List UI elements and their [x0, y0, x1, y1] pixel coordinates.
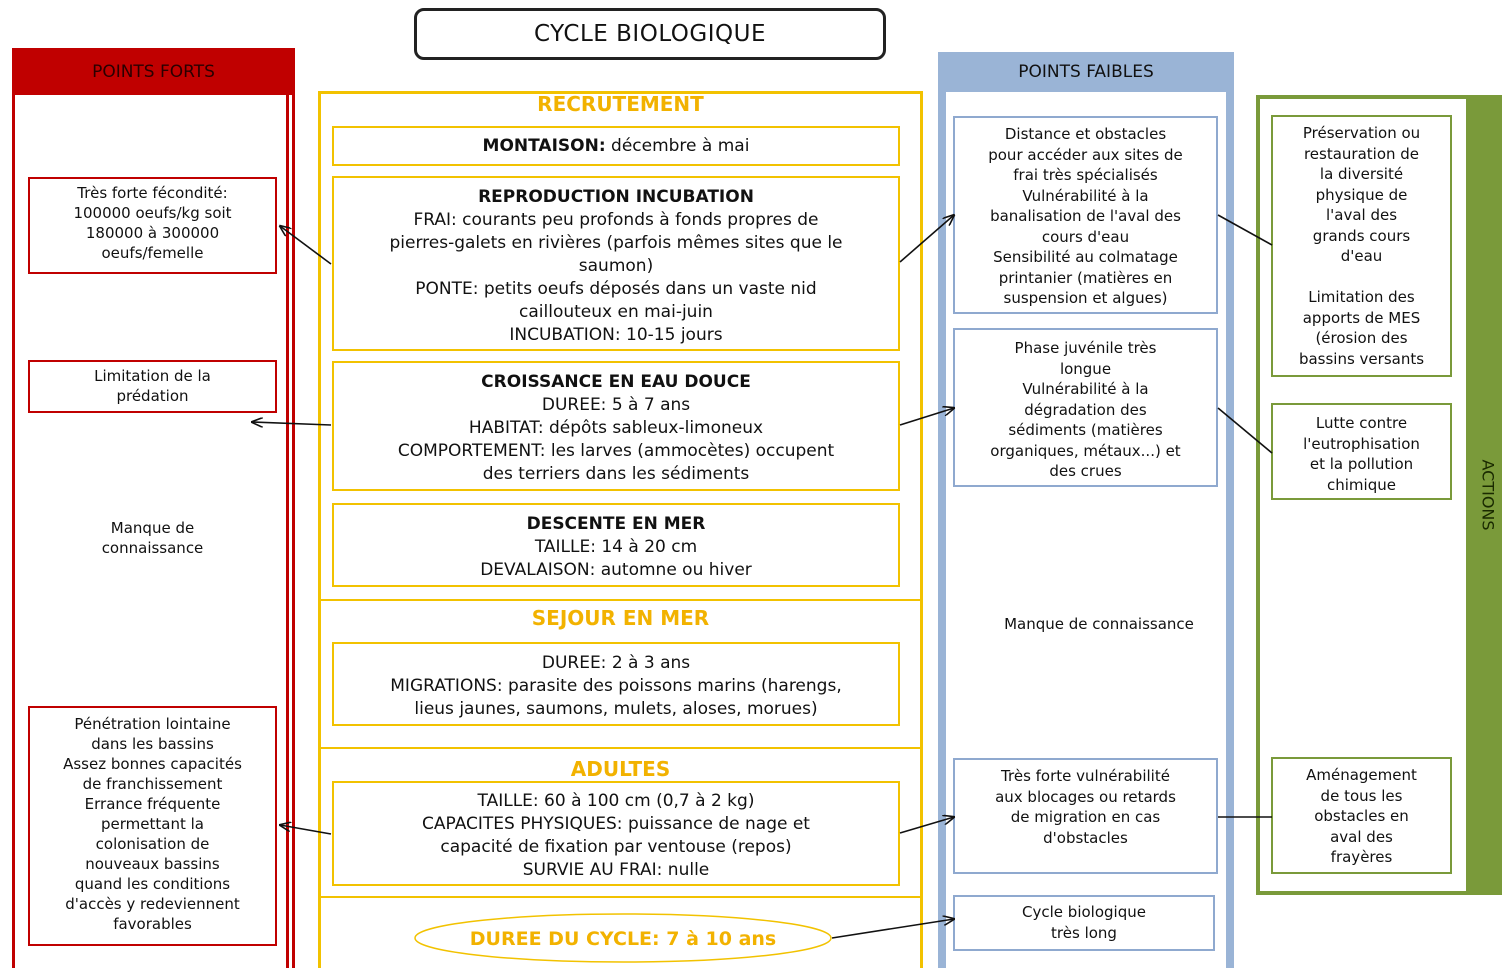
arrow-to-cycle-long	[832, 919, 954, 938]
descente-title: DESCENTE EN MER	[526, 514, 706, 534]
link-distance-preservation	[1218, 215, 1272, 245]
arrow-to-juvenile	[900, 408, 954, 425]
points-faibles-header: POINTS FAIBLES	[1018, 62, 1154, 82]
arrow-to-predation	[252, 422, 331, 425]
sejour-box: DUREE: 2 à 3 ans MIGRATIONS: parasite des poissons marins (harengs, lieus jaunes, saumons, mulets, aloses, morues)	[332, 642, 900, 726]
action-amenagement-box: Aménagement de tous les obstacles en aval des frayères	[1271, 757, 1452, 874]
croissance-title: CROISSANCE EN EAU DOUCE	[481, 372, 751, 392]
link-juvenile-eutrophisation	[1218, 408, 1272, 453]
faible-vulnerabilite-box: Très forte vulnérabilité aux blocages ou retards de migration en cas d'obstacles	[953, 758, 1218, 874]
phase-recrutement: RECRUTEMENT	[537, 92, 704, 116]
faible-manque-connaissance: Manque de connaissance	[1004, 615, 1194, 633]
phase-adultes: ADULTES	[570, 757, 671, 781]
arrow-to-vulnerabilite	[900, 817, 954, 833]
reproduction-text: FRAI: courants peu profonds à fonds propres de pierres-galets en rivières (parfois mêmes sites que le saumon) PONTE: petits oeufs déposés dans un vaste nid caillouteux en mai-juin INCUBATION: 10-15 jours	[389, 210, 843, 345]
diagram-title: CYCLE BIOLOGIQUE	[414, 8, 886, 60]
actions-label-text: ACTIONS	[1478, 459, 1498, 531]
montaison-text: décembre à mai	[605, 136, 750, 156]
fort-fecondite-box: Très forte fécondité: 100000 oeufs/kg soit 180000 à 300000 oeufs/femelle	[28, 177, 277, 274]
descente-text: TAILLE: 14 à 20 cm DEVALAISON: automne ou hiver	[480, 537, 752, 580]
faible-distance-box: Distance et obstacles pour accéder aux sites de frai très spécialisés Vulnérabilité à la banalisation de l'aval des cours d'eau Sensibilité au colmatage printanier (matières en suspension et algues)	[953, 116, 1218, 314]
fort-manque-connaissance: Manque de connaissance	[101, 519, 204, 557]
arrow-to-distance	[900, 215, 954, 262]
faible-juvenile-box: Phase juvénile très longue Vulnérabilité à la dégradation des sédiments (matières organiques, métaux...) et des crues	[953, 328, 1218, 487]
action-eutrophisation-box: Lutte contre l'eutrophisation et la pollution chimique	[1271, 403, 1452, 500]
croissance-text: DUREE: 5 à 7 ans HABITAT: dépôts sableux-limoneux COMPORTEMENT: les larves (ammocètes) occupent des terriers dans les sédiments	[397, 395, 835, 484]
fort-predation-box: Limitation de la prédation	[28, 360, 277, 413]
action-preservation-box: Préservation ou restauration de la diversité physique de l'aval des grands cours d'eau Limitation des apports de MES (érosion des bassins versants	[1271, 115, 1452, 377]
adultes-box: TAILLE: 60 à 100 cm (0,7 à 2 kg) CAPACITES PHYSIQUES: puissance de nage et capacité de fixation par ventouse (repos) SURVIE AU FRAI: nulle	[332, 781, 900, 886]
fort-penetration-box: Pénétration lointaine dans les bassins Assez bonnes capacités de franchissement Errance fréquente permettant la colonisation de nouveaux bassins quand les conditions d'accès y redeviennent favorables	[28, 706, 277, 946]
phase-sejour: SEJOUR EN MER	[531, 606, 710, 630]
arrow-to-fecondite	[280, 226, 331, 264]
faible-cycle-long-box: Cycle biologique très long	[953, 895, 1215, 951]
duree-cycle-text: DUREE DU CYCLE: 7 à 10 ans	[469, 928, 777, 950]
reproduction-title: REPRODUCTION INCUBATION	[478, 187, 754, 207]
montaison-label: MONTAISON:	[482, 136, 606, 156]
arrow-to-penetration	[280, 825, 331, 834]
points-forts-header: POINTS FORTS	[12, 48, 295, 95]
